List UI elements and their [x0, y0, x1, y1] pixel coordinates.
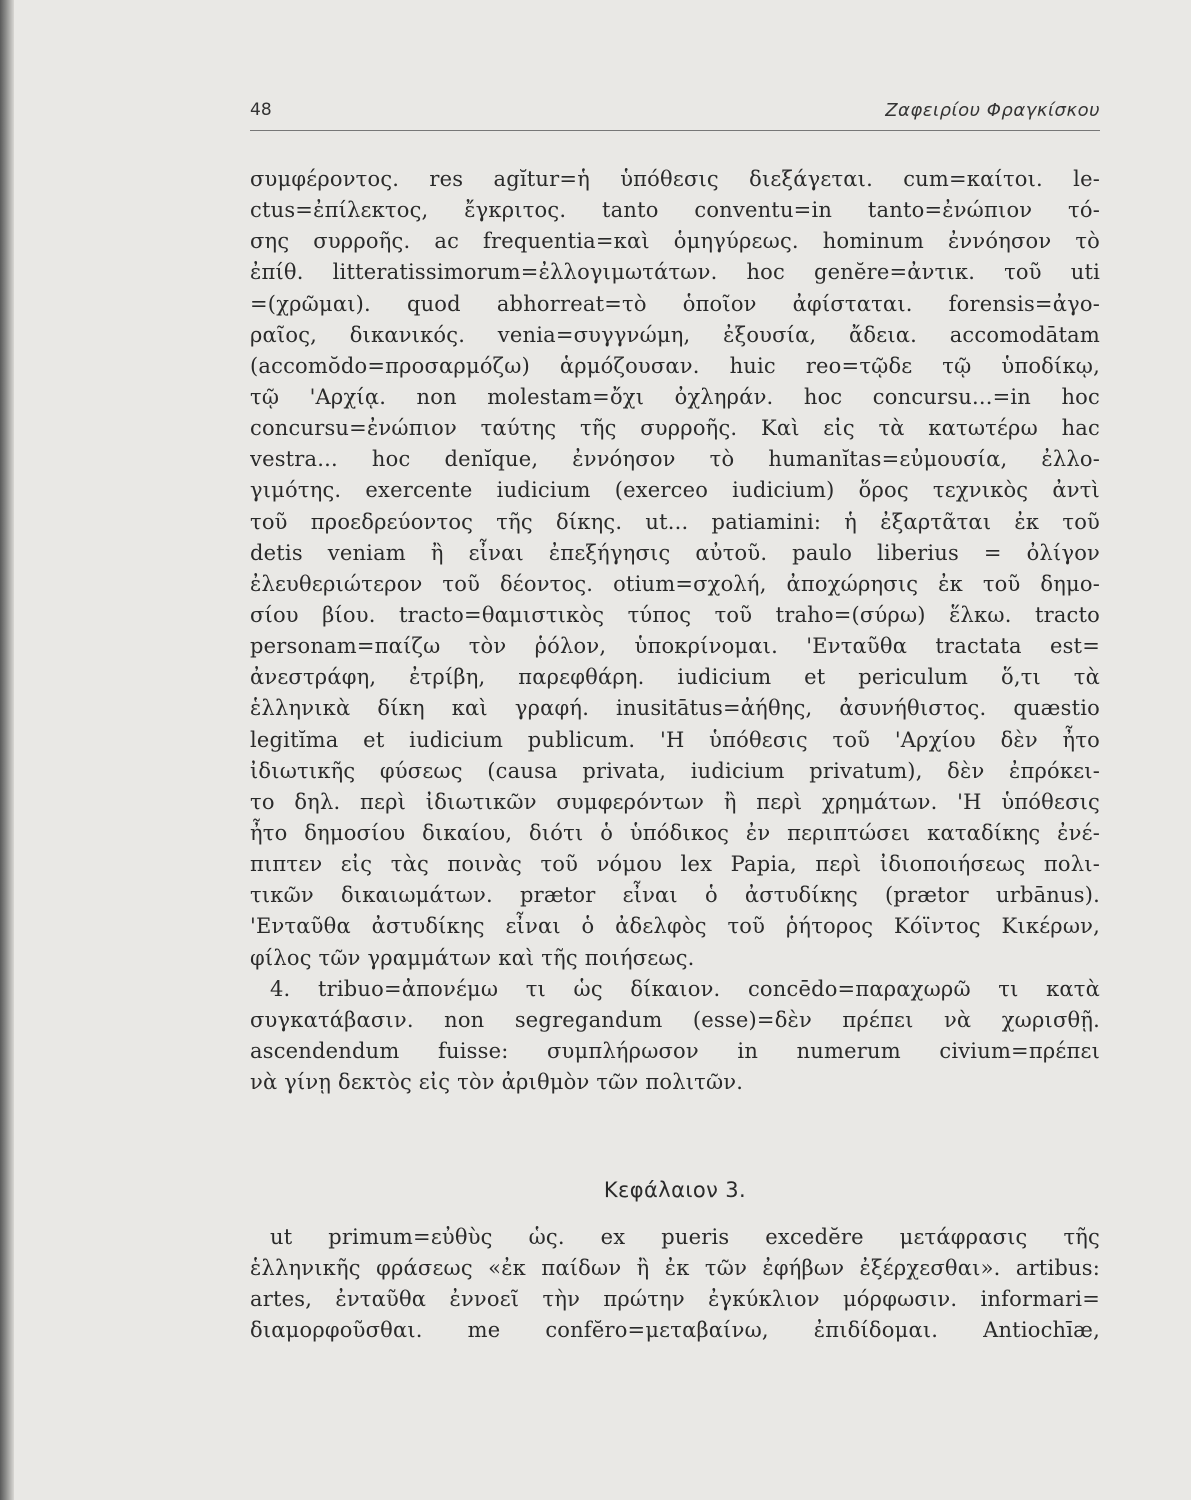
- text-line: =(χρῶμαι). quod abhorreat=τὸ ὁποῖον ἀφίσταται. forensis=ἀγο-: [250, 291, 1100, 316]
- text-line: (accomŏdo=προσαρμόζω) ἁρμόζουσαν. huic reo=τῷδε τῷ ὑποδίκῳ,: [250, 353, 1100, 378]
- text-line: ραῖος, δικανικός. venia=συγγνώμη, ἐξουσία, ἄδεια. accomodātam: [250, 322, 1100, 347]
- text-line: legitĭma et iudicium publicum. 'Η ὑπόθεσις τοῦ 'Αρχίου δὲν ἦτο: [250, 727, 1100, 752]
- text-line: ἀνεστράφη, ἐτρίβη, παρεφθάρη. iudicium et periculum ὅ,τι τὰ: [250, 665, 1100, 690]
- text-line: τοῦ προεδρεύοντος τῆς δίκης. ut... patiamini: ἡ ἐξαρτᾶται ἐκ τοῦ: [250, 509, 1100, 534]
- text-line: ἐλευθεριώτερον τοῦ δέοντος. otium=σχολή, ἀποχώρησις ἐκ τοῦ δημο-: [250, 571, 1100, 596]
- text-line: ctus=ἐπίλεκτος, ἔγκριτος. tanto conventu=in tanto=ἐνώπιον τό-: [250, 198, 1100, 223]
- text-line: vestra... hoc denĭque, ἐννόησον τὸ humanĭtas=εὐμουσία, ἐλλο-: [250, 447, 1100, 472]
- text-line: 'Ενταῦθα ἀστυδίκης εἶναι ὁ ἀδελφὸς τοῦ ῥήτορος Κόϊντος Κικέρων,: [250, 914, 1100, 939]
- running-title: Ζαφειρίου Φραγκίσκου: [885, 100, 1100, 121]
- text-line: concursu=ἐνώπιον ταύτης τῆς συρροῆς. Καὶ εἰς τὰ κατωτέρω hac: [250, 416, 1100, 441]
- text-line: ἑλληνικὰ δίκη καὶ γραφή. inusitātus=ἀήθης, ἀσυνήθιστος. quæstio: [250, 696, 1100, 721]
- text-line: διαμορφοῦσθαι. me confĕro=μεταβαίνω, ἐπιδίδομαι. Antiochīæ,: [250, 1318, 1100, 1343]
- text-line: τῷ 'Αρχίᾳ. non molestam=ὄχι ὀχληράν. hoc concursu...=in hoc: [250, 384, 1100, 409]
- section-4-start: 4. tribuo=ἀπονέμω τι ὡς δίκαιον. concēdo=παραχωρῶ τι κατὰ: [270, 976, 1100, 1001]
- text-line: ἐπίθ. litteratissimorum=ἐλλογιμωτάτων. hoc genĕre=ἀντικ. τοῦ uti: [250, 260, 1100, 285]
- text-line: artes, ἐνταῦθα ἐννοεῖ τὴν πρώτην ἐγκύκλιον μόρφωσιν. informari=: [250, 1287, 1100, 1312]
- text-line: τικῶν δικαιωμάτων. prætor εἶναι ὁ ἀστυδίκης (prætor urbānus).: [250, 883, 1100, 908]
- text-line: γιμότης. exercente iudicium (exerceo iudicium) ὅρος τεχνικὸς ἀντὶ: [250, 478, 1100, 503]
- page-header: [250, 100, 1100, 140]
- header-rule: [250, 130, 1100, 131]
- text-line: το δηλ. περὶ ἰδιωτικῶν συμφερόντων ἢ περὶ χρημάτων. 'Η ὑπόθεσις: [250, 789, 1100, 814]
- commentary-text: [250, 164, 1100, 1098]
- text-line: ἰδιωτικῆς φύσεως (causa privata, iudicium privatum), δὲν ἐπρόκει-: [250, 758, 1100, 783]
- page-number: 48: [250, 100, 272, 120]
- chapter-text: [250, 1222, 1100, 1347]
- text-line: σίου βίου. tracto=θαμιστικὸς τύπος τοῦ traho=(σύρω) ἕλκω. tracto: [250, 602, 1100, 627]
- text-line: πιπτεν εἰς τὰς ποινὰς τοῦ νόμου lex Papia, περὶ ἰδιοποιήσεως πολι-: [250, 852, 1100, 877]
- text-line: ἑλληνικῆς φράσεως «ἐκ παίδων ἢ ἐκ τῶν ἐφήβων ἐξέρχεσθαι». artibus:: [250, 1256, 1100, 1281]
- book-gutter-shadow: [0, 0, 14, 1500]
- text-line: ascendendum fuisse: συμπλήρωσον in numerum civium=πρέπει: [250, 1038, 1100, 1063]
- text-line: συμφέροντος. res agĭtur=ἡ ὑπόθεσις διεξάγεται. cum=καίτοι. le-: [250, 167, 1100, 191]
- text-line: σης συρροῆς. ac frequentia=καὶ ὁμηγύρεως. hominum ἐννόησον τὸ: [250, 229, 1100, 254]
- text-line: συγκατάβασιν. non segregandum (esse)=δὲν πρέπει νὰ χωρισθῇ.: [250, 1007, 1100, 1032]
- text-line: personam=παίζω τὸν ῥόλον, ὑποκρίνομαι. 'Ενταῦθα tractata est=: [250, 634, 1100, 659]
- text-line: ἦτο δημοσίου δικαίου, διότι ὁ ὑπόδικος ἐν περιπτώσει καταδίκης ἐνέ-: [250, 820, 1100, 845]
- text-line: detis veniam ἢ εἶναι ἐπεξήγησις αὐτοῦ. paulo liberius = ὀλίγον: [250, 540, 1100, 565]
- text-line: νὰ γίνῃ δεκτὸς εἰς τὸν ἀριθμὸν τῶν πολιτῶν.: [250, 1070, 744, 1095]
- text-line: ut primum=εὐθὺς ὡς. ex pueris excedĕre μετάφρασις τῆς: [270, 1225, 1100, 1249]
- text-line: φίλος τῶν γραμμάτων καὶ τῆς ποιήσεως.: [250, 945, 695, 970]
- chapter-heading: Κεφάλαιον 3.: [603, 1178, 747, 1202]
